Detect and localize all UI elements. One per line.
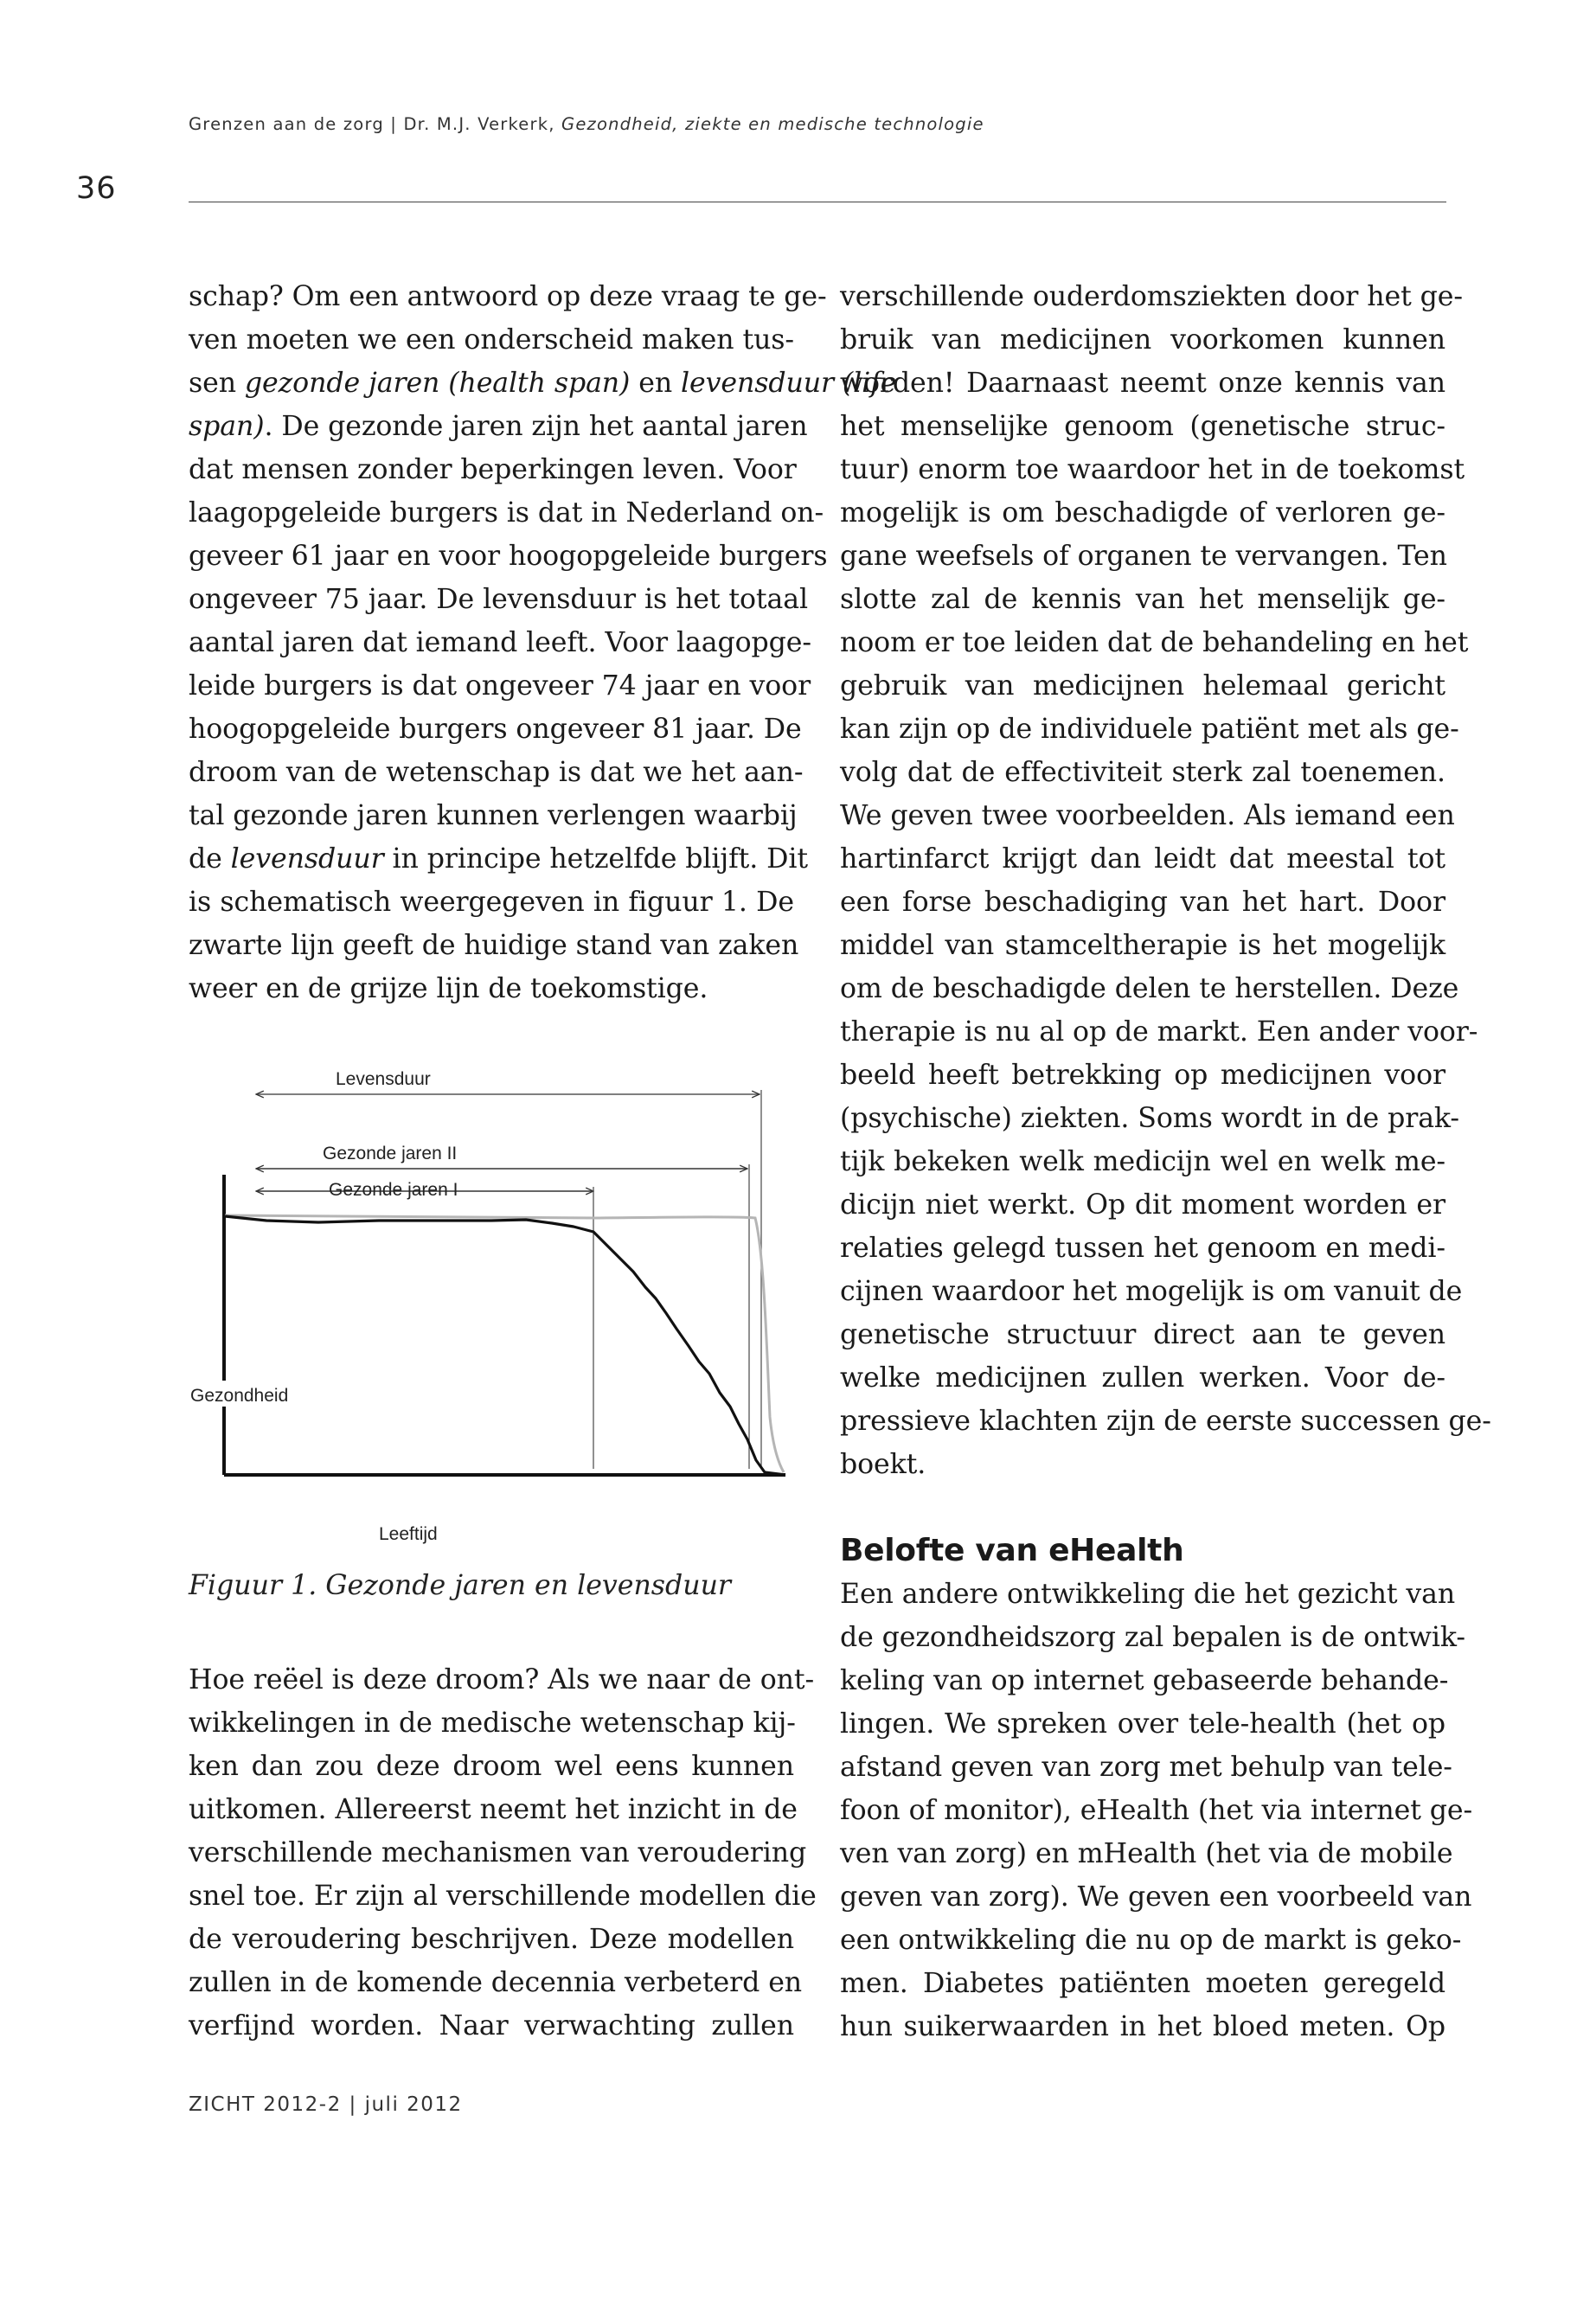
text-line: [840, 1270, 1463, 1313]
text-run: hoogopgeleide burgers ongeveer 81 jaar. De: [189, 714, 802, 745]
text-run: bruik van medicijnen voorkomen kunnen: [840, 324, 1445, 356]
text-run: lingen. We spreken over tele-health (het op: [840, 1708, 1445, 1740]
footer: ZICHT 2012-2 | juli 2012: [189, 2093, 463, 2116]
text-line: [189, 2004, 794, 2048]
text-run: beeld heeft betrekking op medicijnen voor: [840, 1060, 1445, 1091]
text-line: [840, 318, 1445, 362]
text-line: [189, 1658, 815, 1702]
text-line: [189, 924, 799, 967]
page-number: 36: [76, 171, 117, 206]
text-run: (psychische) ziekten. Soms wordt in de prak-: [840, 1103, 1459, 1134]
running-header-italic: Gezondheid, ziekte en medische technologie: [561, 114, 984, 134]
text-line: [189, 1745, 794, 1788]
text-run: zwarte lijn geeft de huidige stand van zaken: [189, 930, 799, 961]
text-run: droom van de wetenschap is dat we het aan-: [189, 757, 804, 788]
text-line: [189, 578, 808, 621]
label-gezonde-jaren-1: Gezonde jaren I: [329, 1180, 458, 1200]
left-column-text-lower: [189, 1658, 817, 2048]
text-run: ken dan zou deze droom wel eens kunnen: [189, 1751, 794, 1782]
future-health-curve: [225, 1215, 784, 1472]
text-run: verfijnd worden. Naar verwachting zullen: [189, 2010, 794, 2041]
text-line: [189, 1831, 807, 1875]
text-run: het menselijke genoom (genetische struc-: [840, 411, 1445, 442]
italic-text: gezonde jaren (health span): [244, 368, 631, 399]
text-line: [840, 362, 1445, 405]
text-run: tal gezonde jaren kunnen verlengen waarbij: [189, 800, 798, 831]
text-run: de: [189, 843, 231, 875]
text-run: ven moeten we een onderscheid maken tus-: [189, 324, 794, 356]
text-run: gebruik van medicijnen helemaal gericht: [840, 670, 1445, 702]
left-column-text: [189, 275, 897, 1010]
text-run: tijk bekeken welk medicijn wel en welk me-: [840, 1146, 1445, 1177]
text-line: [189, 794, 798, 837]
text-line: [840, 1702, 1445, 1746]
italic-text: levensduur: [230, 843, 384, 875]
text-run: zullen in de komende decennia verbeterd en: [189, 1967, 803, 1998]
text-run: in principe hetzelfde blijft. Dit: [383, 843, 808, 875]
text-run: men. Diabetes patiënten moeten geregeld: [840, 1968, 1445, 1999]
text-line: [840, 1746, 1452, 1789]
text-line: [189, 1918, 794, 1961]
text-line: [840, 1356, 1445, 1400]
text-line: [840, 1962, 1445, 2005]
text-run: worden! Daarnaast neemt onze kennis van: [840, 368, 1445, 399]
text-line: [840, 2005, 1445, 2048]
text-run: genetische structuur direct aan te geven: [840, 1319, 1445, 1350]
text-line: [840, 1054, 1445, 1097]
text-line: [840, 1227, 1445, 1270]
text-run: tuur) enorm toe waardoor het in de toekomst: [840, 454, 1465, 485]
text-run: de veroudering beschrijven. Deze modellen: [189, 1924, 794, 1955]
text-run: mogelijk is om beschadigde of verloren ge-: [840, 497, 1445, 529]
label-gezonde-jaren-2: Gezonde jaren II: [323, 1144, 458, 1163]
text-run: hartinfarct krijgt dan leidt dat meestal tot: [840, 843, 1445, 875]
section-heading: Belofte van eHealth: [840, 1533, 1184, 1568]
text-line: [189, 881, 794, 924]
text-line: [840, 1097, 1459, 1140]
text-run: geven van zorg). We geven een voorbeeld van: [840, 1881, 1472, 1913]
text-line: [189, 535, 828, 578]
figure-caption: Figuur 1. Gezonde jaren en levensduur: [189, 1570, 732, 1601]
text-run: pressieve klachten zijn de eerste successen ge-: [840, 1406, 1491, 1437]
text-line: [840, 621, 1469, 664]
text-run: verschillende ouderdomsziekten door het ge-: [840, 281, 1463, 312]
text-run: . De gezonde jaren zijn het aantal jaren: [264, 411, 808, 442]
text-run: laagopgeleide burgers is dat in Nederland on-: [189, 497, 824, 529]
text-run: schap? Om een antwoord op deze vraag te ge-: [189, 281, 827, 312]
text-line: [189, 708, 802, 751]
text-line: [840, 1313, 1445, 1356]
text-run: weer en de grijze lijn de toekomstige.: [189, 973, 708, 1004]
text-line: [840, 448, 1465, 491]
text-run: We geven twee voorbeelden. Als iemand een: [840, 800, 1455, 831]
text-line: [840, 1573, 1456, 1616]
text-line: [840, 1789, 1473, 1832]
text-run: therapie is nu al op de markt. Een ander voor-: [840, 1016, 1478, 1048]
text-line: [189, 664, 811, 708]
text-line: [189, 1702, 794, 1745]
text-run: boekt.: [840, 1449, 926, 1480]
text-run: snel toe. Er zijn al verschillende modellen die: [189, 1881, 817, 1912]
text-run: cijnen waardoor het mogelijk is om vanuit de: [840, 1276, 1463, 1307]
text-run: sen: [189, 368, 245, 399]
text-run: gane weefsels of organen te vervangen. Ten: [840, 541, 1447, 572]
text-run: middel van stamceltherapie is het mogelijk: [840, 930, 1445, 961]
right-column-paragraph-1: [840, 275, 1491, 1486]
text-line: [840, 1140, 1445, 1183]
text-line: [189, 1875, 817, 1918]
text-run: dat mensen zonder beperkingen leven. Voor: [189, 454, 797, 485]
text-line: [189, 275, 827, 318]
text-line: [189, 837, 808, 881]
text-run: ven van zorg) en mHealth (het via de mobile: [840, 1838, 1453, 1869]
text-line: [189, 621, 811, 664]
label-levensduur: Levensduur: [336, 1069, 431, 1089]
text-run: relaties gelegd tussen het genoom en medi-: [840, 1233, 1445, 1264]
text-run: keling van op internet gebaseerde behande-: [840, 1665, 1449, 1696]
text-line: [840, 1400, 1491, 1443]
text-line: [840, 794, 1455, 837]
text-run: leide burgers is dat ongeveer 74 jaar en voor: [189, 670, 811, 702]
text-line: [189, 405, 808, 448]
figure-1: [189, 1054, 794, 1547]
label-gezondheid: Gezondheid: [190, 1386, 289, 1406]
running-header-plain: Grenzen aan de zorg | Dr. M.J. Verkerk,: [189, 114, 562, 134]
text-line: [840, 1832, 1453, 1875]
text-line: [840, 881, 1445, 924]
italic-text: span): [189, 411, 265, 442]
text-run: noom er toe leiden dat de behandeling en het: [840, 627, 1469, 658]
text-run: wikkelingen in de medische wetenschap kij-: [189, 1708, 796, 1739]
text-line: [840, 1183, 1445, 1227]
text-run: geveer 61 jaar en voor hoogopgeleide burgers: [189, 541, 828, 572]
text-run: Een andere ontwikkeling die het gezicht van: [840, 1579, 1456, 1610]
text-run: aantal jaren dat iemand leeft. Voor laagopge-: [189, 627, 811, 658]
text-line: [189, 362, 897, 405]
text-line: [840, 751, 1445, 794]
text-line: [840, 405, 1445, 448]
right-column-paragraph-2: [840, 1573, 1473, 2048]
text-run: afstand geven van zorg met behulp van tele-: [840, 1752, 1452, 1783]
text-line: [840, 275, 1463, 318]
health-span-chart: [189, 1054, 794, 1547]
label-leeftijd: Leeftijd: [379, 1524, 438, 1544]
text-line: [189, 1961, 803, 2004]
text-line: [189, 491, 824, 535]
text-run: een ontwikkeling die nu op de markt is geko-: [840, 1925, 1462, 1956]
running-header: [189, 114, 984, 134]
text-line: [840, 578, 1445, 621]
text-line: [840, 491, 1445, 535]
text-run: en: [630, 368, 682, 399]
text-run: welke medicijnen zullen werken. Voor de-: [840, 1362, 1445, 1394]
right-column-text: [840, 275, 1491, 2048]
text-line: [840, 535, 1445, 578]
text-run: verschillende mechanismen van veroudering: [189, 1837, 807, 1868]
text-line: [840, 664, 1445, 708]
text-line: [840, 924, 1445, 967]
text-run: slotte zal de kennis van het menselijk ge-: [840, 584, 1445, 615]
text-run: een forse beschadiging van het hart. Door: [840, 887, 1445, 918]
text-line: [840, 1010, 1478, 1054]
text-run: is schematisch weergegeven in figuur 1. De: [189, 887, 794, 918]
text-line: [189, 448, 797, 491]
text-line: [189, 751, 804, 794]
text-line: [189, 967, 794, 1010]
text-line: [840, 967, 1459, 1010]
text-line: [840, 837, 1445, 881]
text-line: [840, 708, 1459, 751]
text-run: ongeveer 75 jaar. De levensduur is het totaal: [189, 584, 808, 615]
text-line: [189, 318, 794, 362]
current-health-curve: [225, 1216, 785, 1475]
text-run: kan zijn op de individuele patiënt met als ge-: [840, 714, 1459, 745]
text-line: [840, 1443, 1445, 1486]
text-run: volg dat de effectiviteit sterk zal toenemen.: [840, 757, 1445, 788]
text-run: de gezondheidszorg zal bepalen is de ontwik-: [840, 1622, 1465, 1653]
text-line: [189, 1788, 798, 1831]
text-run: om de beschadigde delen te herstellen. Deze: [840, 973, 1459, 1004]
text-line: [840, 1616, 1465, 1659]
text-run: dicijn niet werkt. Op dit moment worden er: [840, 1189, 1445, 1221]
text-line: [840, 1919, 1462, 1962]
text-line: [840, 1875, 1472, 1919]
text-run: foon of monitor), eHealth (het via internet ge-: [840, 1795, 1473, 1826]
blank-line: [840, 1486, 1445, 1529]
text-run: hun suikerwaarden in het bloed meten. Op: [840, 2011, 1445, 2042]
text-line: [840, 1659, 1449, 1702]
italic-text: levensduur (life: [681, 368, 897, 399]
text-run: uitkomen. Allereerst neemt het inzicht in de: [189, 1794, 798, 1825]
text-run: Hoe reëel is deze droom? Als we naar de ont-: [189, 1664, 815, 1695]
